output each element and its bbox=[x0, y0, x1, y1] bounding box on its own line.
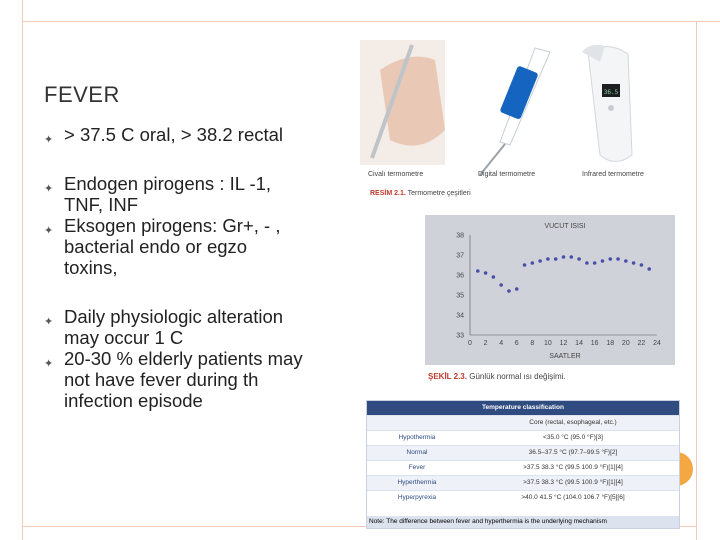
svg-text:36.5: 36.5 bbox=[603, 89, 619, 96]
x-tick-label: 10 bbox=[544, 340, 552, 347]
data-point bbox=[507, 289, 511, 293]
bullet-item bbox=[44, 306, 304, 348]
graph-caption bbox=[428, 372, 566, 381]
data-point bbox=[601, 259, 605, 263]
graph-svg bbox=[425, 215, 675, 365]
data-point bbox=[647, 267, 651, 271]
table-cell: <35.0 °C (95.0 °F)[3] bbox=[543, 434, 603, 441]
table-row bbox=[367, 430, 679, 445]
x-tick-label: 14 bbox=[575, 340, 583, 347]
table-row bbox=[367, 460, 679, 475]
bullet-text: 20-30 % elderly patients may not have fever during th infection episode bbox=[64, 348, 303, 411]
x-tick-label: 8 bbox=[530, 340, 535, 347]
data-point bbox=[577, 257, 581, 261]
bullet-icon: ✦ bbox=[44, 225, 54, 237]
data-point bbox=[523, 263, 527, 267]
data-point bbox=[554, 257, 558, 261]
table-cell: Hypothermia bbox=[398, 434, 436, 441]
data-point bbox=[593, 261, 597, 265]
data-point bbox=[562, 255, 566, 259]
temperature-graph bbox=[425, 215, 675, 365]
bullet-list bbox=[44, 124, 304, 411]
thermometer-figure bbox=[360, 40, 660, 210]
caption-text: Termometre çeşitleri bbox=[407, 190, 471, 197]
y-tick-label: 33 bbox=[456, 332, 464, 340]
data-point bbox=[538, 259, 542, 263]
y-tick-label: 36 bbox=[456, 272, 464, 280]
x-tick-label: 12 bbox=[559, 340, 568, 347]
bullet-text: Endogen pirogens : IL -1, TNF, INF bbox=[64, 173, 272, 215]
table-cell: Hyperpyrexia bbox=[397, 494, 437, 501]
caption-text: Günlük normal ısı değişimi. bbox=[469, 372, 566, 381]
bullet-item bbox=[44, 348, 304, 411]
bullet-spacer bbox=[44, 278, 304, 306]
data-point bbox=[531, 261, 535, 265]
bullet-icon: ✦ bbox=[44, 358, 54, 370]
data-point bbox=[624, 259, 628, 263]
y-tick-label: 37 bbox=[456, 252, 464, 260]
table-row bbox=[367, 445, 679, 460]
infrared-thermometer-icon bbox=[582, 45, 632, 162]
bullet-item bbox=[44, 173, 304, 215]
slide-title: FEVER bbox=[44, 82, 120, 107]
table-cell bbox=[367, 416, 467, 430]
table-row bbox=[367, 475, 679, 490]
x-tick-label: 4 bbox=[499, 340, 504, 347]
table-cell: Fever bbox=[408, 464, 426, 471]
bullet-icon: ✦ bbox=[44, 316, 54, 328]
data-point bbox=[632, 261, 636, 265]
thermometer-label: Civalı termometre bbox=[368, 171, 424, 178]
data-point bbox=[515, 287, 519, 291]
table-cell: Normal bbox=[406, 449, 428, 456]
data-point bbox=[608, 257, 612, 261]
chart-title: VUCUT ISISI bbox=[544, 223, 586, 230]
x-tick-label: 2 bbox=[483, 340, 488, 347]
hand-icon bbox=[380, 57, 445, 146]
data-point bbox=[585, 261, 589, 265]
figure-caption bbox=[370, 190, 471, 197]
digital-thermometer-icon bbox=[480, 48, 550, 175]
bullet-text: Eksogen pirogens: Gr+, - , bacterial endo or egzo toxins, bbox=[64, 215, 281, 278]
frame-top bbox=[22, 0, 720, 22]
x-tick-label: 20 bbox=[621, 340, 630, 347]
thermometer-label: Digital termometre bbox=[478, 171, 536, 178]
table-cell: Core (rectal, esophageal, etc.) bbox=[529, 419, 617, 426]
data-point bbox=[616, 257, 620, 261]
y-tick-label: 35 bbox=[456, 292, 464, 300]
x-tick-label: 24 bbox=[653, 340, 661, 347]
temperature-table bbox=[366, 400, 680, 529]
data-point bbox=[499, 283, 503, 287]
bullet-icon: ✦ bbox=[44, 183, 54, 195]
data-point bbox=[476, 269, 480, 273]
data-point bbox=[492, 275, 496, 279]
x-tick-label: 0 bbox=[468, 340, 472, 347]
y-tick-label: 38 bbox=[456, 232, 464, 240]
x-tick-label: 22 bbox=[637, 340, 646, 347]
bullet-item bbox=[44, 124, 304, 145]
y-tick-label: 34 bbox=[456, 312, 464, 320]
table-cell: >40.0 41.5 °C (104.0 106.7 °F)[5][6] bbox=[521, 494, 625, 501]
data-point bbox=[569, 255, 573, 259]
table-header: Temperature classification bbox=[367, 401, 679, 415]
data-point bbox=[546, 257, 550, 261]
x-tick-label: 16 bbox=[590, 340, 599, 347]
bullet-item bbox=[44, 215, 304, 278]
table-note: Note: The difference between fever and hyperthermia is the underlying mechanism bbox=[367, 516, 679, 528]
table-cell: 36.5–37.5 °C (97.7–99.5 °F)[2] bbox=[528, 449, 618, 456]
bullet-text: Daily physiologic alteration may occur 1 C bbox=[64, 306, 284, 348]
bullet-text: > 37.5 C oral, > 38.2 rectal bbox=[64, 124, 284, 145]
table-row bbox=[367, 415, 679, 430]
x-tick-label: 6 bbox=[514, 340, 519, 347]
data-point bbox=[640, 263, 644, 267]
x-axis-label: SAATLER bbox=[549, 353, 581, 360]
frame-left bbox=[22, 22, 23, 540]
frame-right bbox=[696, 22, 697, 540]
thermometer-label: Infrared termometre bbox=[582, 171, 644, 178]
table-cell: Hyperthermia bbox=[397, 479, 437, 486]
data-point bbox=[484, 271, 488, 275]
caption-ref: RESİM 2.1. bbox=[370, 190, 406, 197]
table-row bbox=[367, 490, 679, 505]
table-cell: >37.5 38.3 °C (99.5 100.9 °F)[1][4] bbox=[523, 479, 623, 486]
x-tick-label: 18 bbox=[606, 340, 615, 347]
caption-ref: ŞEKİL 2.3. bbox=[428, 372, 467, 381]
bullet-spacer bbox=[44, 145, 304, 173]
table-cell: >37.5 38.3 °C (99.5 100.9 °F)[1][4] bbox=[523, 464, 623, 471]
bullet-icon: ✦ bbox=[44, 134, 54, 146]
